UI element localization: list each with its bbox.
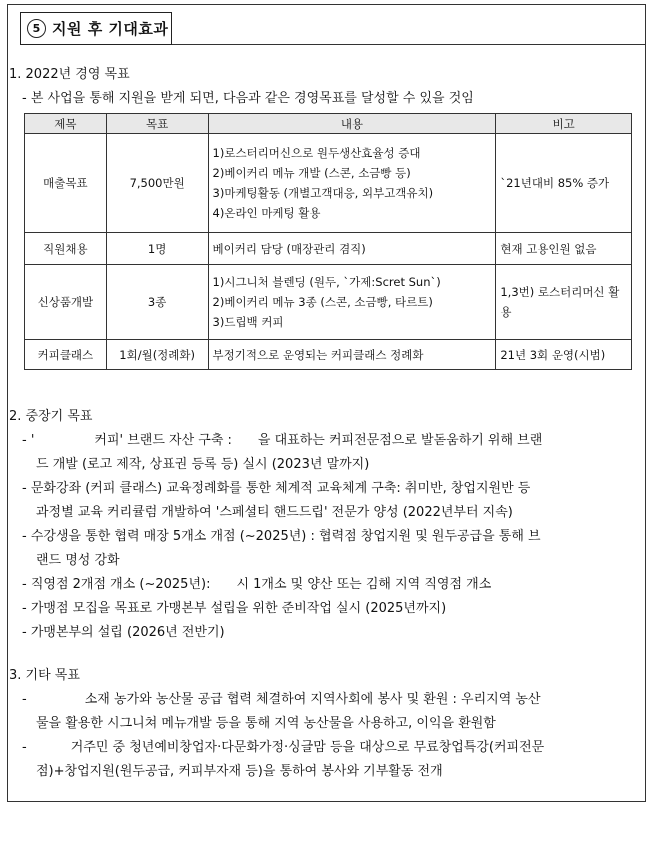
row-goal: 7,500만원 (106, 134, 208, 233)
row-goal: 1회/월(정례화) (106, 340, 208, 370)
header-goal: 목표 (106, 114, 208, 134)
row-note: 21년 3회 운영(시범) (496, 340, 632, 370)
row-content (208, 233, 496, 265)
row-goal: 3종 (106, 265, 208, 340)
sec2-line: - 가맹점 모집을 목표로 가맹본부 설립을 위한 준비작업 실시 (2025년까지) (22, 601, 447, 616)
content-item: 베이커리 담당 (매장관리 겸직) (212, 241, 366, 256)
header-title: 제목 (25, 114, 107, 134)
sec3-heading: 3. 기타 목표 (9, 668, 80, 683)
content-item: 2)베이커리 메뉴 개발 (스콘, 소금빵 등) (212, 166, 411, 180)
text-fragment: 시 1개소 및 양산 또는 김해 지역 직영점 개소 (236, 577, 492, 592)
sec2-line: - 문화강좌 (커피 클래스) 교육정례화를 통한 체계적 교육체계 구축: 취미반, 창업지원반 등 (22, 481, 531, 496)
text-fragment: 소재 농가와 농산물 공급 협력 체결하여 지역사회에 봉사 및 환원 : 우리지역 농산 (84, 692, 541, 707)
section-title-box (20, 12, 172, 45)
text-fragment: 커피' 브랜드 자산 구축 : (94, 433, 232, 448)
sec1-intro: - 본 사업을 통해 지원을 받게 되면, 다음과 같은 경영목표를 달성할 수 있을 것임 (22, 91, 474, 106)
sec2-heading: 2. 중장기 목표 (9, 409, 93, 424)
goal-table (24, 113, 632, 370)
row-content (208, 265, 496, 340)
content-item: 부정기적으로 운영되는 커피클래스 정례화 (212, 347, 424, 362)
sec3-line: 물을 활용한 시그니쳐 메뉴개발 등을 통해 지역 농산물을 사용하고, 이익을 환원함 (36, 716, 496, 731)
table-row (25, 233, 632, 265)
row-note: `21년대비 85% 증가 (496, 134, 632, 233)
section-title: 지원 후 기대효과 (52, 20, 169, 38)
text-fragment: - 직영점 2개점 개소 (~2025년): (22, 577, 211, 592)
content-item: 3)마케팅활동 (개별고객대응, 외부고객유치) (212, 186, 434, 200)
row-note: 현재 고용인원 없음 (496, 233, 632, 265)
table-row (25, 134, 632, 233)
row-title: 매출목표 (25, 134, 107, 233)
content-item: 2)베이커리 메뉴 3종 (스콘, 소금빵, 타르트) (212, 295, 433, 309)
sec3-line: 점)+창업지원(원두공급, 커피부자재 등)을 통하여 봉사와 기부활동 전개 (36, 764, 443, 779)
content-item: 1)시그니처 블렌딩 (원두, `가제:Scret Sun`) (212, 275, 441, 289)
sec2-line (22, 429, 542, 448)
header-note: 비고 (496, 114, 632, 134)
text-fragment: - ' (22, 433, 35, 448)
row-note: 1,3번) 로스터리머신 활용 (496, 265, 632, 340)
table-header-row (25, 114, 632, 134)
table-row (25, 265, 632, 340)
circled-number: 5 (27, 19, 46, 38)
row-content (208, 134, 496, 233)
sec2-line: 드 개발 (로고 제작, 상표권 등록 등) 실시 (2023년 말까지) (36, 457, 370, 472)
sec2-line: 랜드 명성 강화 (36, 553, 120, 568)
content-item: 3)드립백 커피 (212, 315, 284, 329)
text-fragment: 거주민 중 청년예비창업자·다문화가정·싱글맘 등을 대상으로 무료창업특강(커피전문 (70, 740, 545, 755)
sec3-line (22, 736, 544, 755)
sec3-line (22, 688, 541, 707)
content-item: 4)온라인 마케팅 활용 (212, 206, 321, 220)
row-goal: 1명 (106, 233, 208, 265)
sec2-line (22, 573, 491, 592)
text-fragment: - (22, 740, 27, 755)
text-fragment: - (22, 692, 27, 707)
text-fragment: 을 대표하는 커피전문점으로 발돋움하기 위해 브랜 (257, 433, 543, 448)
header-content: 내용 (208, 114, 496, 134)
sec2-line: - 수강생을 통한 협력 매장 5개소 개점 (~2025년) : 협력점 창업지원 및 원두공급을 통해 브 (22, 529, 541, 544)
row-content (208, 340, 496, 370)
row-title: 직원채용 (25, 233, 107, 265)
sec2-line: - 가맹본부의 설립 (2026년 전반기) (22, 625, 225, 640)
title-divider (172, 44, 645, 45)
row-title: 커피클래스 (25, 340, 107, 370)
content-item: 1)로스터리머신으로 원두생산효율성 증대 (212, 146, 421, 160)
sec1-heading: 1. 2022년 경영 목표 (9, 67, 130, 82)
table-row (25, 340, 632, 370)
sec2-line: 과정별 교육 커리큘럼 개발하여 '스페셜티 핸드드립' 전문가 양성 (2022년부터 지속) (36, 505, 513, 520)
row-title: 신상품개발 (25, 265, 107, 340)
